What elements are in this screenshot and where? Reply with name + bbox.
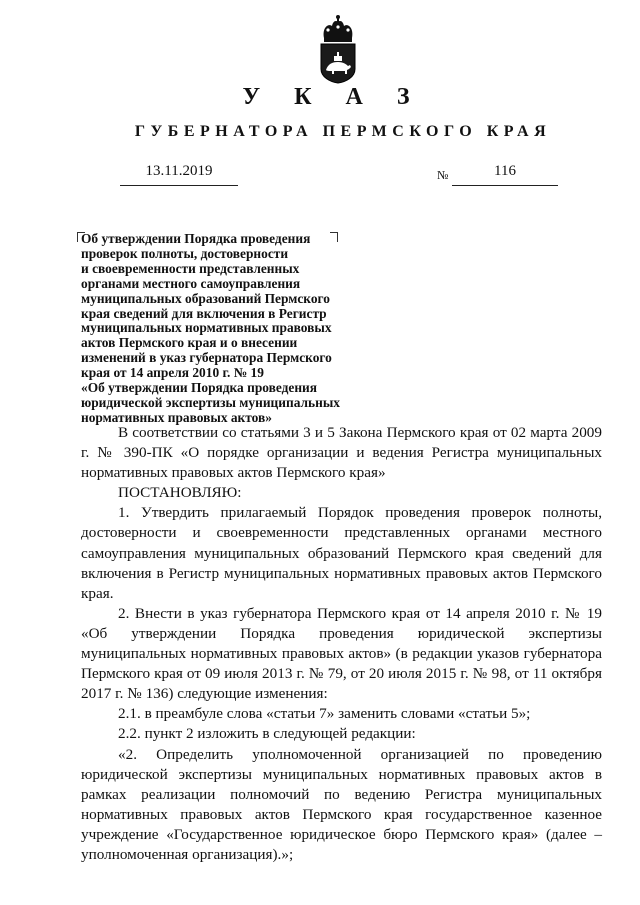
preamble-paragraph: В соответствии со статьями 3 и 5 Закона Пермского края от 02 марта 2009 г. № 390-ПК «О порядке организации и ведения Регистра муниципальных нормативных правовых актов Пермского края» bbox=[81, 424, 602, 482]
document-heading: Об утверждении Порядка проведения проверок полноты, достоверности и своевременности представленных органами местного самоуправления муниципальных образований Пермского края сведений для включения в Регистр муниципальных нормативных правовых актов Пермского края и о внесении изменений в указ губернатора Пермского края от 14 апреля 2010 г. № 19 «Об утверждении Порядка проведения юридической экспертизы муниципальных нормативных правовых актов» bbox=[81, 231, 340, 425]
item-1-paragraph: 1. Утвердить прилагаемый Порядок проведения проверок полноты, достоверности и своевременности представленных органами местного самоуправления муниципальных образований Пермского края сведений для включения в Регистр муниципальных нормативных правовых актов Пермского края. bbox=[81, 504, 602, 602]
item-2-2-paragraph: 2.2. пункт 2 изложить в следующей редакции: bbox=[118, 725, 416, 743]
perm-coat-of-arms-emblem bbox=[316, 14, 360, 84]
number-sign: № bbox=[437, 168, 449, 182]
item-2-1-paragraph: 2.1. в преамбуле слова «статьи 7» заменить словами «статьи 5»; bbox=[118, 705, 531, 723]
item-2-paragraph: 2. Внести в указ губернатора Пермского края от 14 апреля 2010 г. № 19 «Об утверждении Порядка проведения юридической экспертизы муниципальных нормативных правовых актов» (в редакции указов губернатора Пермского края от 09 июля 2013 г. № 79, от 20 июля 2015 г. № 98, от 11 октября 2017 г. № 136) следующие изменения: bbox=[81, 604, 602, 703]
issuer-title: ГУБЕРНАТОРА ПЕРМСКОГО КРАЯ bbox=[134, 123, 552, 140]
document-type-title: У К А З bbox=[242, 84, 424, 110]
document-body bbox=[81, 423, 602, 865]
document-number: 116 bbox=[452, 163, 558, 186]
resolve-word: ПОСТАНОВЛЯЮ: bbox=[118, 484, 242, 502]
quoted-item-2-paragraph: «2. Определить уполномоченной организацией по проведению юридической экспертизы муниципальных нормативных правовых актов в рамках реализации полномочий по ведению Регистра муниципальных нормативных правовых актов Пермского края государственное казенное учреждение «Государственное юридическое бюро Пермского края» (далее – уполномоченная организация).»; bbox=[81, 745, 602, 863]
document-date: 13.11.2019 bbox=[120, 163, 238, 186]
